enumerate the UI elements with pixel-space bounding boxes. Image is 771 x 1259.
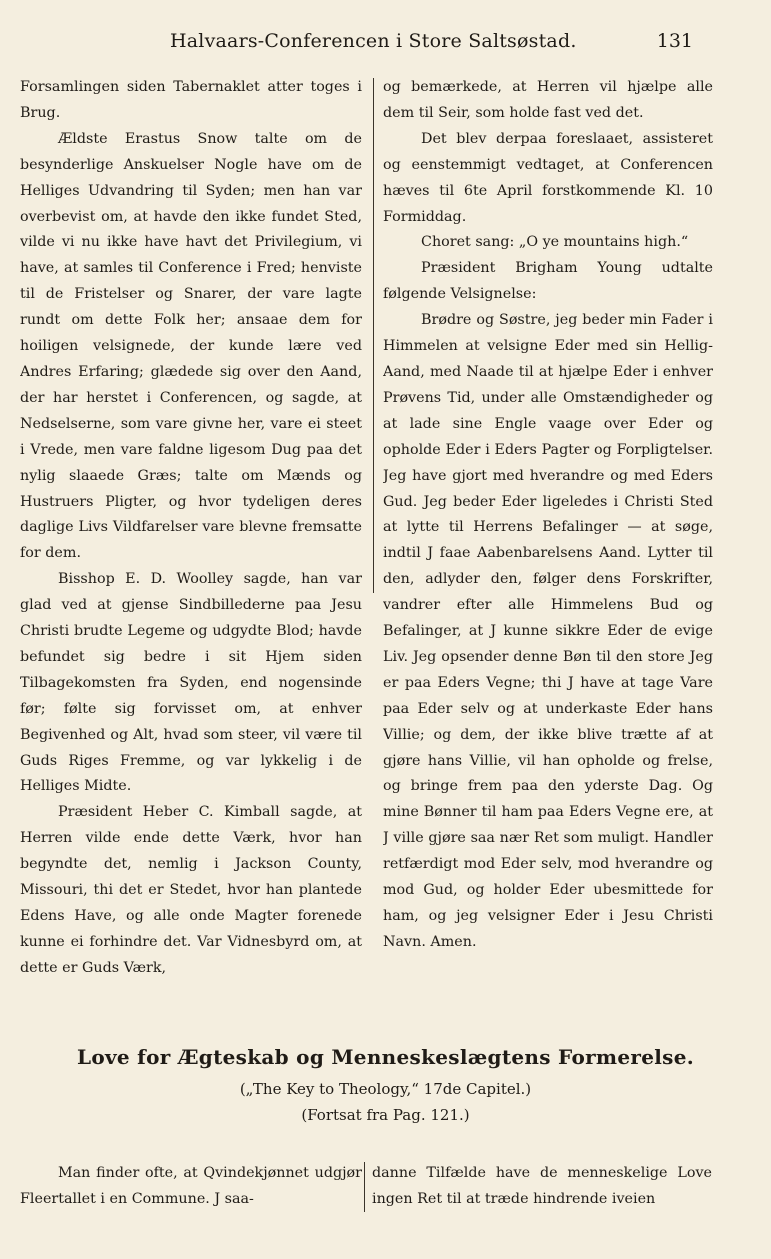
right-paragraph-2: Det blev derpaa foreslaaet, assisteret og eenstemmigt vedtaget, at Conferencen hæves til 6te April forstkommende Kl. 10 Formiddag. bbox=[383, 130, 713, 225]
right-paragraph-4: Præsident Brigham Young udtalte følgende Velsignelse: bbox=[383, 260, 713, 303]
right-column bbox=[383, 75, 713, 995]
left-paragraph-3: Bisshop E. D. Woolley sagde, han var glad ved at gjense Sindbillederne paa Jesu Christi brudte Legeme og udgydte Blod; havde befundet sig bedre i sit Hjem siden Tilbagekomsten fra Syden, end nogensinde før; følte sig forvisset om, at enhver Begivenhed og Alt, hvad som steer, vil være til Guds Riges Fremme, og var lykkelig i de Helliges Midte. bbox=[20, 571, 362, 795]
footer-column-divider bbox=[364, 1162, 365, 1212]
left-paragraph-1: Forsamlingen siden Tabernaklet atter toges i Brug. bbox=[20, 79, 362, 121]
section-title: Love for Ægteskab og Menneskeslægtens Formerelse. bbox=[76, 1045, 695, 1069]
right-paragraph-1: og bemærkede, at Herren vil hjælpe alle dem til Seir, som holde fast ved det. bbox=[383, 79, 713, 121]
left-paragraph-4: Præsident Heber C. Kimball sagde, at Herren vilde ende dette Værk, hvor han begyndte det, nemlig i Jackson County, Missouri, thi det er Stedet, hvor han plantede Edens Have, og alle onde Magter forenede kunne ei forhindre det. Var Vidnesbyrd om, at dette er Guds Værk, bbox=[20, 804, 362, 976]
footer-left-column bbox=[20, 1160, 362, 1212]
footer-right-paragraph: danne Tilfælde have de menneskelige Love ingen Ret til at træde hindrende iveien bbox=[372, 1165, 712, 1207]
left-paragraph-2: Ældste Erastus Snow talte om de besynderlige Anskuelser Nogle have om de Helliges Udvandring til Syden; men han var overbevist om, at havde den ikke fundet Sted, vilde vi nu ikke have havt det Privilegium, vi have, at samles til Conference i Fred; henviste til de Fristelser og Snarer, der vare lagte rundt om dette Folk her; ansaae dem for hoiligen velsignede, der kunde lære ved Andres Erfaring; glædede sig over den Aand, der har herstet i Conferencen, og sagde, at Nedselserne, som vare givne her, vare ei steet i Vrede, men vare faldne ligesom Dug paa det nylig slaaede Græs; talte om Mænds og Hustruers Pligter, og hvor tydeligen deres daglige Livs Vildfarelser vare blevne fremsatte for dem. bbox=[20, 130, 362, 562]
right-paragraph-5: Brødre og Søstre, jeg beder min Fader i Himmelen at velsigne Eder med sin Hellig-Aand, med Naade til at hjælpe Eder i enhver Prøvens Tid, under alle Omstændigheder og at lade sine Engle vaage over Eder og opholde Eder i Eders Pagter og Forpligtelser. Jeg have gjort med hverandre og med Eders Gud. Jeg beder Eder ligeledes i Christi Sted at lytte til Herrens Befalinger — at søge, indtil J faae Aabenbarelsens Aand. Lytter til den, adlyder den, følger dens Forskrifter, vandrer efter alle Himmelens Bud og Befalinger, at J kunne sikkre Eder de evige Liv. Jeg opsender denne Bøn til den store Jeg er paa Eders Vegne; thi J have at tage Vare paa Eder selv og at underkaste Eder hans Villie; og dem, der ikke blive trætte af at gjøre hans Villie, vil han opholde og frelse, og bringe frem paa den yderste Dag. Og mine Bønner til ham paa Eders Vegne ere, at J ville gjøre saa nær Ret som muligt. Handler retfærdigt mod Eder selv, mod hverandre og mod Gud, og holder Eder ubesmittede for ham, og jeg velsigner Eder i Jesu Christi Navn. Amen. bbox=[383, 312, 713, 950]
column-divider bbox=[373, 78, 374, 593]
section-source: („The Key to Theology,“ 17de Capitel.) bbox=[239, 1080, 532, 1098]
footer-left-paragraph: Man finder ofte, at Qvindekjønnet udgjør Fleertallet i en Commune. J saa- bbox=[20, 1165, 362, 1207]
footer-right-column bbox=[372, 1160, 712, 1212]
section-continued: (Fortsat fra Pag. 121.) bbox=[301, 1106, 470, 1124]
page-header bbox=[0, 30, 771, 60]
running-title: Halvaars-Conferencen i Store Saltsøstad. bbox=[170, 30, 577, 52]
left-column bbox=[20, 75, 362, 995]
page-number: 131 bbox=[656, 30, 693, 52]
right-paragraph-3: Choret sang: „O ye mountains high.“ bbox=[421, 234, 689, 251]
